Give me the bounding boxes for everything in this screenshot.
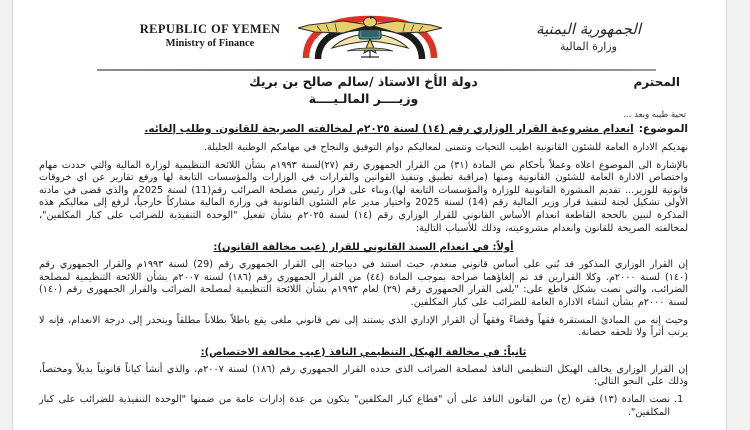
letterhead-country-arabic: الجمهورية اليمنية bbox=[535, 20, 641, 38]
section-second-paragraph-1: إن القرار الوزاري يخالف الهيكل التنظيمي النافذ لمصلحة الضرائب الذي حدده القرار الجمهوري رقم (١٨٦) لسنة ٢٠٠٧م، والذي أنشأ كياناً قانونياً بديلاً ومختصاً، وذلك على النحو التالي: bbox=[39, 363, 688, 388]
greeting-line: تحية طيبه وبعد ... bbox=[623, 110, 686, 120]
letterhead-english-block bbox=[95, 22, 325, 51]
reference-paragraph: بالإشارة الى الموضوع اعلاه وعملاً بأحكام نص المادة (٣١) من القرار الجمهوري رقم (٢٧)لسنة ١٩٩٣م بشأن اللائحة التنظيمية لوزارة المالية والتي حددت مهام واختصاص الادارة العامة للشئون القانونية ومنها (مراقبة تطبيق وتنفيذ القوانين والقرارات في الوزارات والمؤسسات التابعة لها ورفع تقارير عن اي خروقات قانونية للوزير... تقديم المشورة القانونية للوزارة والمؤسسات التابعة لها).وبناء على قرار رئيس مصلحة الضرائب رقم(11) لسنة 2025م والذي قضى في مادته الأولى تشكيل لجنة لتنفيذ قرار وزير المالية رقم (14) لسنة 2025 واختيار مدير عام الشئون القانونية في وزارة المالية مشاركاً خارجياً، لرفع إلى معاليكم هذه المذكرة لنبين بالحجة القاطعة انعدام الأساس القانوني للقرار الوزاري رقم (١٤) لسنة ٢٠٢٥م بشأن تفعيل "الوحدة التنفيذية للضرائب على كبار المكلفين"، لمخالفته الصريحة للقانون وانعدام مشروعيته، وذلك للأسباب التالية: bbox=[39, 159, 688, 234]
letterhead-ministry-english: Ministry of Finance bbox=[165, 38, 255, 49]
addressee-honorific: المحترم bbox=[633, 75, 680, 89]
section-second-item-list bbox=[39, 394, 688, 419]
subject-text: انعدام مشروعية القرار الوزاري رقم (١٤) لسنة ٢٠٢٥م لمخالفته الصريحة للقانون. وطلب إلغائه. bbox=[144, 123, 634, 135]
section-heading-second: ثانياً: في مخالفة الهيكل التنظيمي النافذ (عيب مخالفة الاختصاص): bbox=[200, 346, 527, 358]
addressee-name-line bbox=[39, 74, 688, 90]
section-first-paragraph-2: وحيث إنه من المبادئ المستقرة فقهاً وقضاءً وفقهاً أن القرار الإداري الذي يستند إلى نص قانوني ملغى يقع باطلاً بطلاناً مطلقاً وينحدر إلى درجة الانعدام، فإنه لا يرتب أثراً ولا تلحقه حصانة. bbox=[39, 314, 688, 339]
document-page bbox=[12, 0, 727, 430]
section-first-paragraph-1: إن القرار الوزاري المذكور قد بُني على أساس قانوني منعدم، حيث استند في ديباجته إلى القرار الجمهوري رقم (29) لسنة ١٩٩٣م والقرار الجمهوري رقم (١٤٠) لسنة ٢٠٠٠م. وكلا القرارين قد تم إلغاؤهما صراحة بموجب المادة (٤٤) من القرار الجمهوري رقم (١٨٦) لسنة ٢٠٠٧م بشأن اللائحة التنظيمية لمصلحة الضرائب، والتي نصت بشكل قاطع على: "يلغى القرار الجمهوري رقم (٢٩) لعام ١٩٩٣م بشأن اللائحة التنظيمية لمصلحة الضرائب والقرار الجمهوري رقم (١٤٠) لسنة ٢٠٠٠م بشأن انشاء الادارة العامة للضرائب على كبار المكلفين. bbox=[39, 259, 688, 308]
intro-paragraph: نهديكم الادارة العامة للشئون القانونية اطيب التحيات ونتمنى لمعاليكم دوام التوفيق والنجاح في مهامكم الوطنية الجليلة. bbox=[203, 142, 688, 153]
letterhead-arabic-block bbox=[481, 20, 696, 54]
yemen-eagle-emblem bbox=[295, 10, 445, 62]
addressee-block bbox=[39, 74, 688, 107]
letterhead-divider bbox=[97, 69, 656, 71]
section-heading-first: أولاً: في انعدام السند القانوني للقرار (عيب مخالفة القانون): bbox=[213, 242, 514, 254]
addressee-title: وزيــــر المالـيــــة bbox=[308, 91, 419, 106]
letterhead bbox=[13, 8, 726, 66]
document-body bbox=[13, 66, 726, 419]
subject-label: الموضوع: bbox=[638, 123, 688, 135]
letterhead-ministry-arabic: وزارة المالية bbox=[560, 40, 617, 53]
letterhead-country-english: REPUBLIC OF YEMEN bbox=[139, 22, 281, 36]
list-item: 1. نصت المادة (١٣) فقرة (ج) من القانون النافذ على أن "قطاع كبار المكلفين" يتكون من عدة إدارات عامة من ضمنها "الوحدة التنفيذية للضرائب على كبار المكلفين". bbox=[39, 394, 670, 419]
addressee-name: دولة الأخ الاستاذ /سالم صالح بن بريك bbox=[249, 74, 478, 89]
subject-line bbox=[39, 122, 688, 137]
